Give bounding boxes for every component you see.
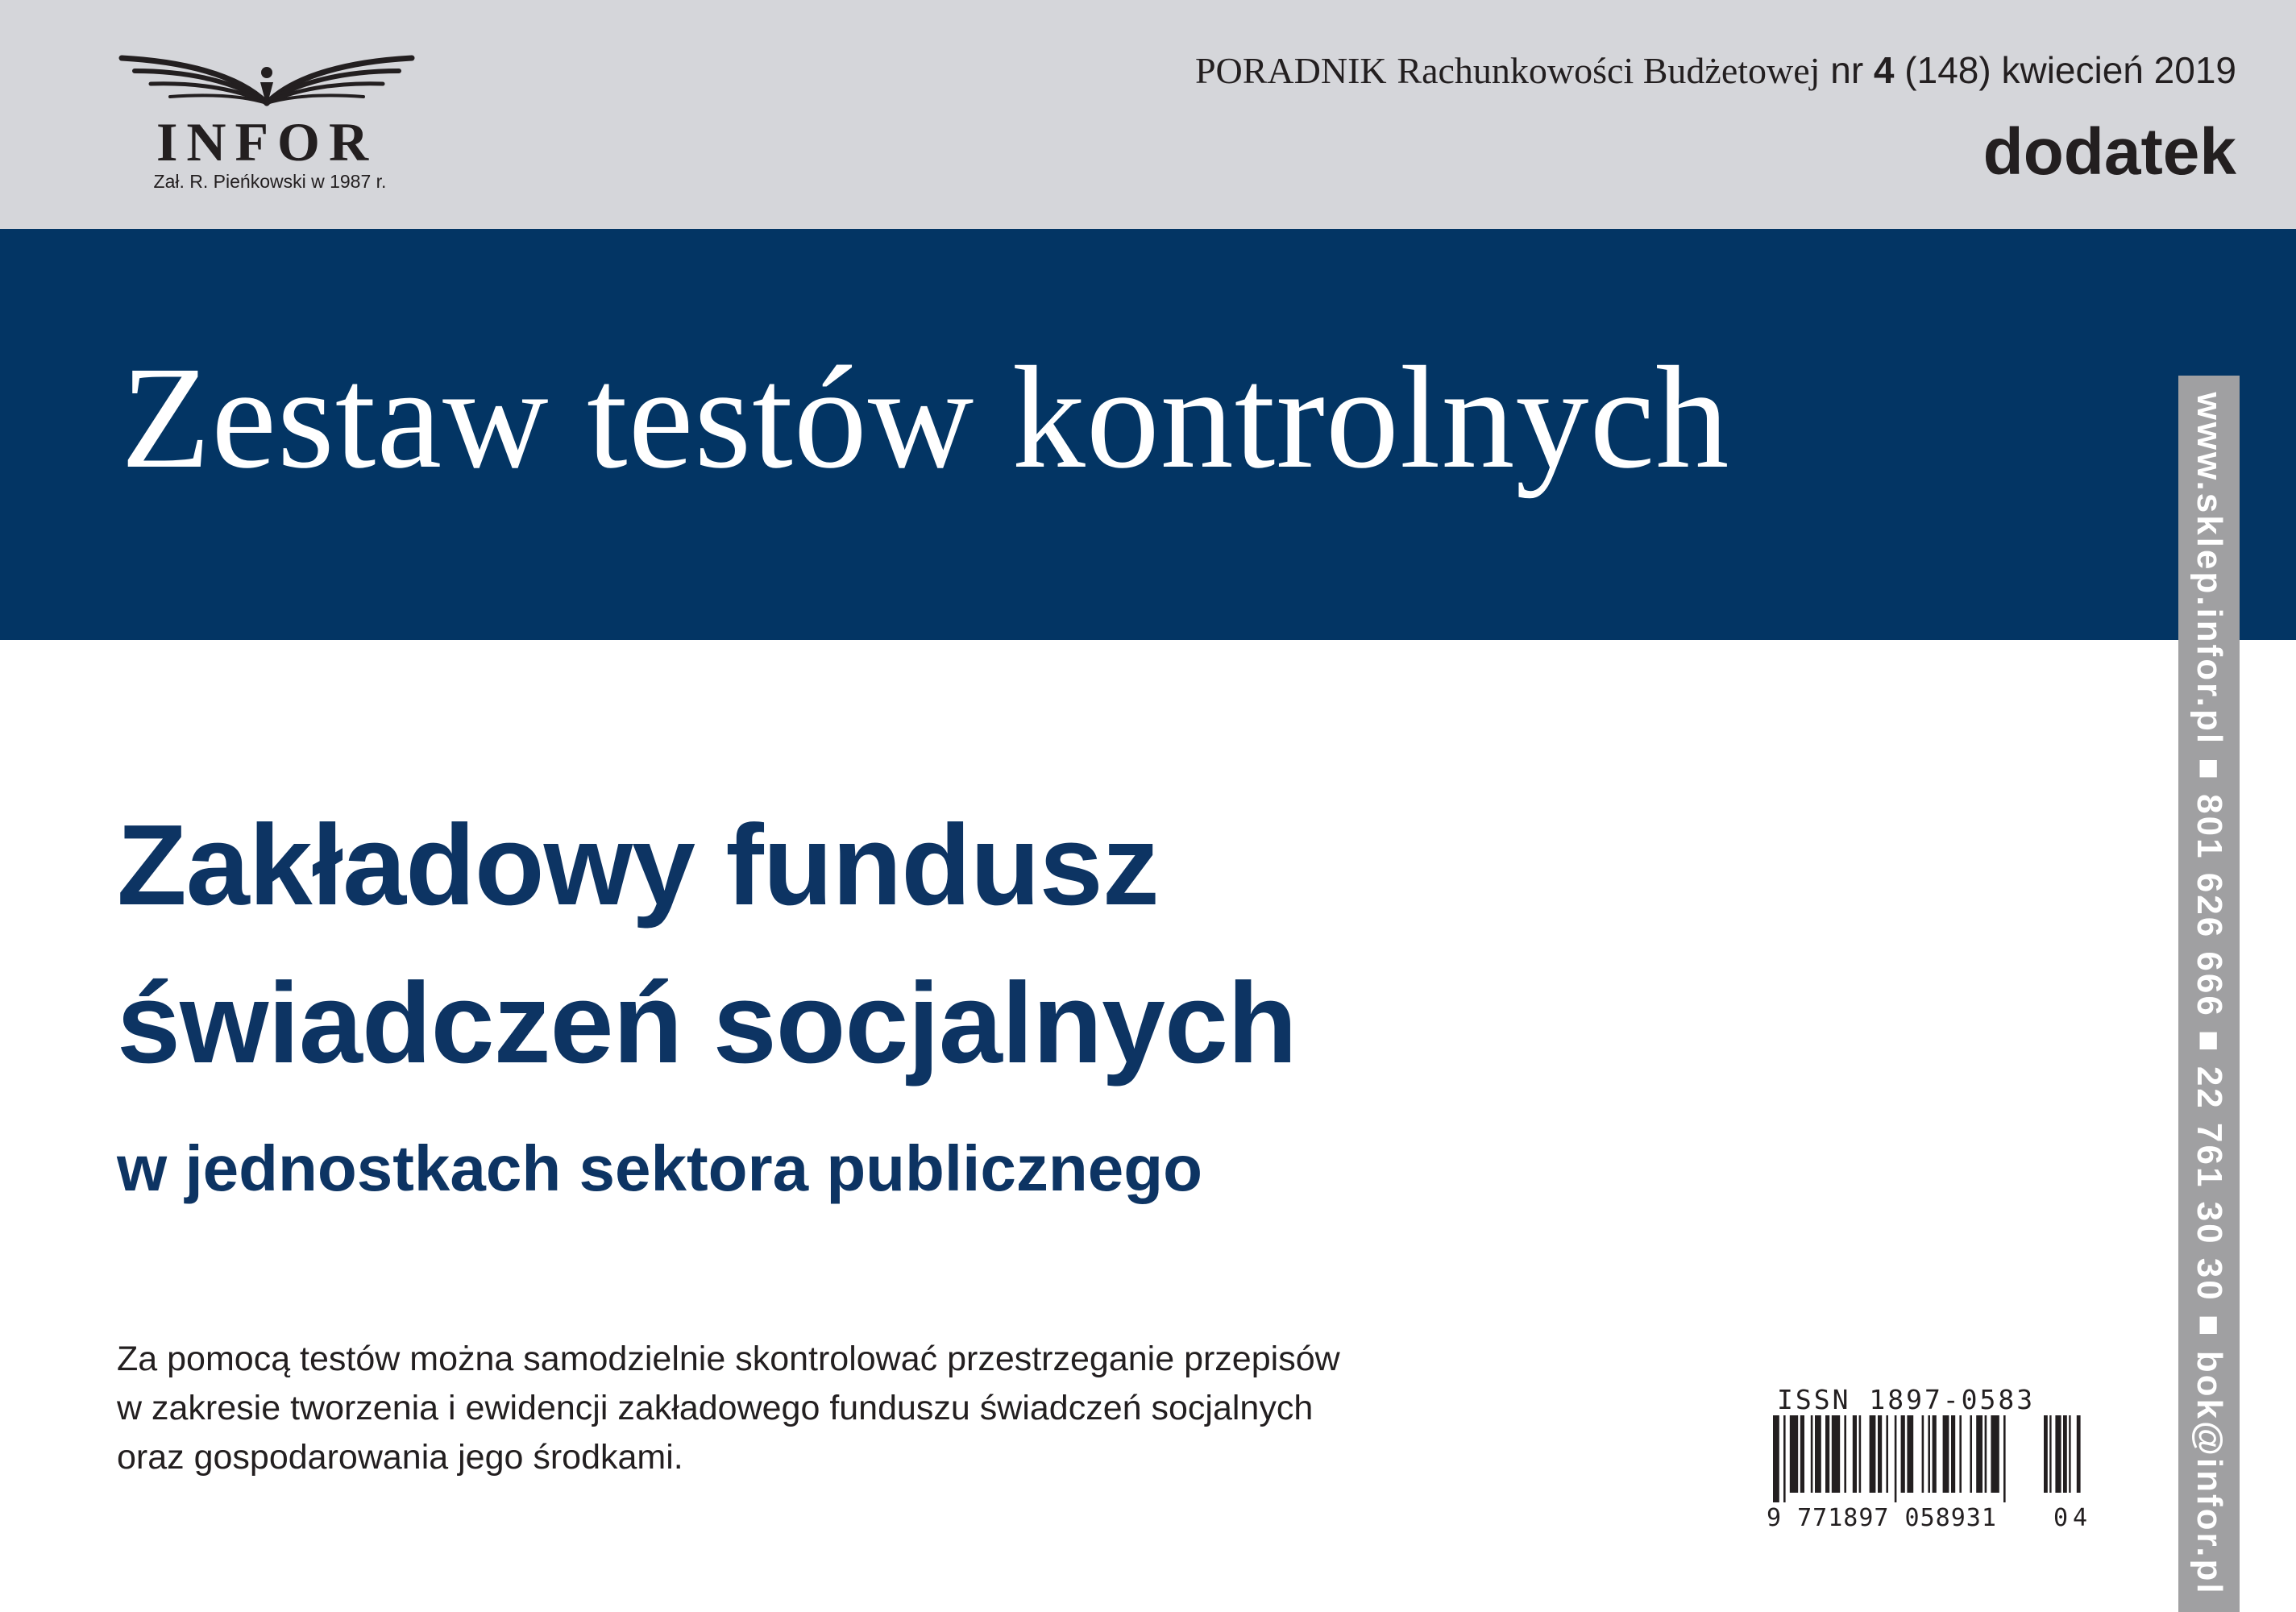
- publication-line: [1194, 49, 2236, 91]
- barcode-bar: [1933, 1415, 1937, 1493]
- barcode-bar: [1951, 1415, 1955, 1493]
- barcode-bar: [1970, 1415, 1972, 1493]
- barcode-bar: [1907, 1415, 1913, 1493]
- barcode-addon-bar: [2055, 1415, 2061, 1493]
- barcode-bar: [1815, 1415, 1821, 1493]
- issue-date: kwiecień 2019: [2001, 49, 2236, 91]
- barcode-addon-bar: [2069, 1415, 2070, 1493]
- barcode-bar: [1870, 1415, 1876, 1493]
- barcode-bar: [1773, 1415, 1779, 1502]
- barcode-digits: 9 771897 058931: [1767, 1504, 1997, 1532]
- publication-name-rest: Rachunkowości Budżetowej: [1397, 50, 1821, 91]
- barcode-addon-bar: [2077, 1415, 2081, 1493]
- publication-name: PORADNIK: [1194, 50, 1387, 91]
- barcode-bar: [1878, 1415, 1882, 1493]
- barcode-bar: [1800, 1415, 1804, 1493]
- contact-info: www.sklep.infor.pl ■ 801 626 666 ■ 22 761 30 30 ■ bok@infor.pl: [2190, 392, 2229, 1596]
- barcode-addon-digits: 04: [2053, 1504, 2093, 1532]
- barcode-bar: [1943, 1415, 1949, 1493]
- barcode-bar: [1985, 1415, 1987, 1493]
- barcode-bar: [1901, 1415, 1905, 1493]
- barcode-bar: [1783, 1415, 1786, 1502]
- barcode-bar: [1886, 1415, 1888, 1493]
- issue-prefix: nr: [1830, 49, 1864, 91]
- issue-number: 4: [1873, 49, 1895, 91]
- description: [117, 1335, 1567, 1482]
- barcode-bar: [1844, 1415, 1846, 1493]
- series-title: Zestaw testów kontrolnych: [121, 337, 1730, 499]
- barcode-bar: [1832, 1415, 1840, 1493]
- barcode-bar: [1976, 1415, 1983, 1493]
- barcode-bar: [1895, 1415, 1897, 1502]
- barcode-bar: [1959, 1415, 1962, 1493]
- barcode-bar: [1991, 1415, 1999, 1493]
- barcode-bar: [1853, 1415, 1857, 1493]
- barcode-bar: [1922, 1415, 1924, 1493]
- subtitle: w jednostkach sektora publicznego: [117, 1132, 1202, 1204]
- logo-tagline: Zał. R. Pieńkowski w 1987 r.: [153, 171, 387, 192]
- barcode-bar: [1825, 1415, 1829, 1493]
- barcode-bar: [1928, 1415, 1930, 1493]
- barcode-bar: [2003, 1415, 2006, 1502]
- barcode-addon-bar: [2063, 1415, 2067, 1493]
- logo-wordmark: INFOR: [156, 111, 378, 172]
- barcode-addon-bar: [2044, 1415, 2048, 1493]
- barcode-bar: [1811, 1415, 1813, 1493]
- issue-total: (148): [1904, 49, 1991, 91]
- barcode-bar: [1859, 1415, 1862, 1493]
- description-line: w zakresie tworzenia i ewidencji zakładowego funduszu świadczeń socjalnych: [117, 1389, 1314, 1427]
- barcode-addon-bar: [2049, 1415, 2051, 1493]
- issn-label: ISSN 1897-0583: [1777, 1384, 2036, 1415]
- main-title-line-1: Zakładowy fundusz: [117, 801, 1159, 929]
- description-line: oraz gospodarowania jego środkami.: [117, 1438, 683, 1477]
- infor-logo: [117, 50, 423, 195]
- main-title-line-2: świadczeń socjalnych: [117, 959, 1297, 1087]
- barcode: [1773, 1415, 2095, 1506]
- supplement-label: dodatek: [1983, 115, 2236, 189]
- description-line: Za pomocą testów można samodzielnie skontrolować przestrzeganie przepisów: [117, 1340, 1340, 1378]
- barcode-bar: [1790, 1415, 1798, 1493]
